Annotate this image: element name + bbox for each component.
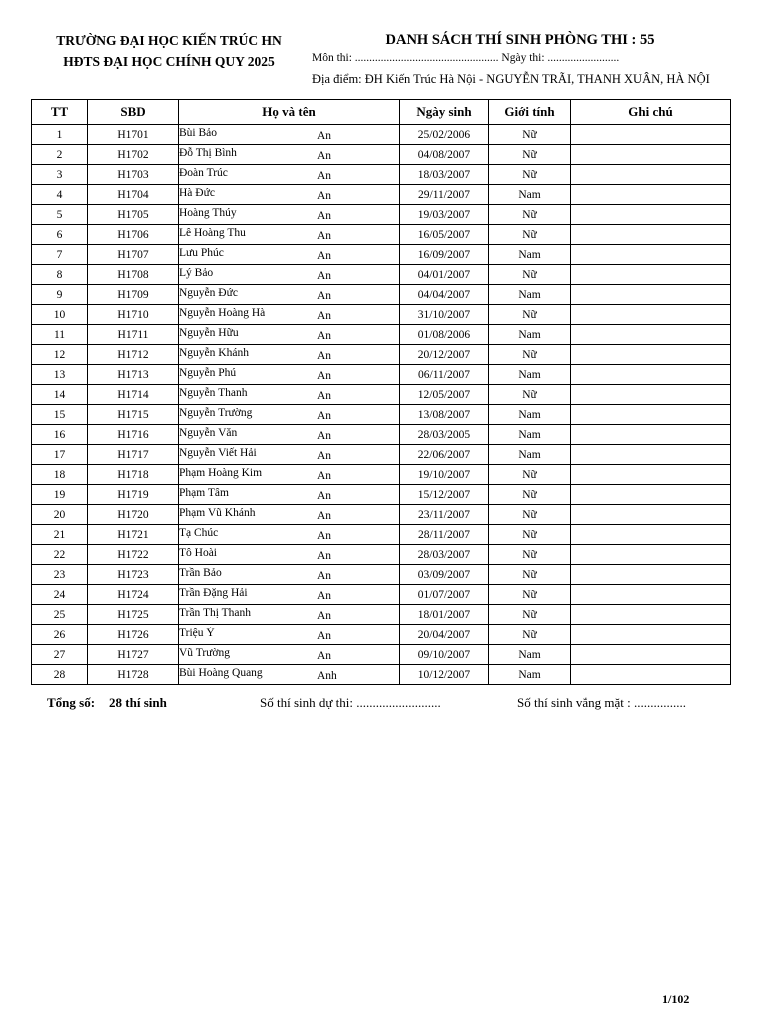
cell-note [571, 245, 731, 265]
table-row [32, 225, 731, 245]
cell-name [179, 365, 400, 385]
cell-tt: 6 [32, 225, 88, 245]
cell-name [179, 645, 400, 665]
cell-name [179, 485, 400, 505]
cell-tt: 22 [32, 545, 88, 565]
cell-gender: Nam [489, 325, 571, 345]
admissions-board: HĐTS ĐẠI HỌC CHÍNH QUY 2025 [63, 54, 275, 69]
table-row [32, 405, 731, 425]
table-row [32, 285, 731, 305]
cell-sbd: H1719 [88, 485, 179, 505]
cell-given-name: An [317, 250, 332, 262]
cell-given-name: An [317, 450, 332, 462]
cell-gender: Nam [489, 665, 571, 685]
cell-note [571, 285, 731, 305]
cell-note [571, 405, 731, 425]
cell-sbd: H1723 [88, 565, 179, 585]
cell-tt: 17 [32, 445, 88, 465]
col-header-gender: Giới tính [489, 100, 571, 125]
total-value: 28 thí sinh [109, 695, 167, 710]
total-label: Tổng số: [47, 695, 96, 710]
cell-tt: 13 [32, 365, 88, 385]
table-row [32, 305, 731, 325]
cell-tt: 18 [32, 465, 88, 485]
cell-dob: 13/08/2007 [400, 405, 489, 425]
cell-given-name: An [317, 310, 332, 322]
cell-dob: 20/04/2007 [400, 625, 489, 645]
cell-surname: Bùi Bảo [179, 127, 218, 139]
cell-dob: 04/08/2007 [400, 145, 489, 165]
table-row [32, 665, 731, 685]
cell-gender: Nam [489, 645, 571, 665]
table-row [32, 165, 731, 185]
cell-gender: Nữ [489, 305, 571, 325]
cell-dob: 18/03/2007 [400, 165, 489, 185]
table-row [32, 485, 731, 505]
cell-given-name: An [317, 190, 332, 202]
cell-dob: 16/05/2007 [400, 225, 489, 245]
cell-name [179, 445, 400, 465]
cell-surname: Vũ Trường [179, 647, 230, 659]
cell-dob: 22/06/2007 [400, 445, 489, 465]
location-line: Địa điểm: ĐH Kiến Trúc Hà Nội - NGUYỄN TRÃI, THANH XUÂN, HÀ NỘI [312, 72, 710, 86]
cell-tt: 14 [32, 385, 88, 405]
cell-name [179, 425, 400, 445]
cell-tt: 4 [32, 185, 88, 205]
cell-name [179, 625, 400, 645]
cell-name [179, 545, 400, 565]
cell-note [571, 665, 731, 685]
cell-note [571, 365, 731, 385]
cell-gender: Nam [489, 425, 571, 445]
cell-dob: 19/10/2007 [400, 465, 489, 485]
cell-dob: 25/02/2006 [400, 125, 489, 145]
school-name: TRƯỜNG ĐẠI HỌC KIẾN TRÚC HN [56, 33, 282, 48]
cell-given-name: An [317, 410, 332, 422]
cell-note [571, 385, 731, 405]
cell-gender: Nữ [489, 465, 571, 485]
cell-note [571, 525, 731, 545]
cell-tt: 25 [32, 605, 88, 625]
cell-sbd: H1701 [88, 125, 179, 145]
cell-tt: 5 [32, 205, 88, 225]
cell-gender: Nữ [489, 165, 571, 185]
cell-surname: Phạm Tâm [179, 487, 229, 499]
cell-tt: 1 [32, 125, 88, 145]
cell-given-name: An [317, 370, 332, 382]
cell-tt: 21 [32, 525, 88, 545]
cell-note [571, 265, 731, 285]
cell-note [571, 205, 731, 225]
table-row [32, 625, 731, 645]
table-header-row [32, 100, 731, 125]
table-row [32, 565, 731, 585]
cell-name [179, 465, 400, 485]
cell-sbd: H1726 [88, 625, 179, 645]
col-header-dob: Ngày sinh [400, 100, 489, 125]
cell-given-name: An [317, 590, 332, 602]
cell-dob: 10/12/2007 [400, 665, 489, 685]
cell-dob: 20/12/2007 [400, 345, 489, 365]
cell-given-name: An [317, 570, 332, 582]
cell-dob: 31/10/2007 [400, 305, 489, 325]
cell-name [179, 525, 400, 545]
cell-surname: Nguyễn Đức [179, 287, 238, 299]
cell-given-name: An [317, 650, 332, 662]
cell-name [179, 225, 400, 245]
table-row [32, 425, 731, 445]
cell-name [179, 165, 400, 185]
cell-given-name: An [317, 210, 332, 222]
cell-gender: Nữ [489, 145, 571, 165]
cell-sbd: H1712 [88, 345, 179, 365]
cell-dob: 01/08/2006 [400, 325, 489, 345]
cell-dob: 15/12/2007 [400, 485, 489, 505]
cell-surname: Lý Bảo [179, 267, 214, 279]
candidate-table [31, 99, 731, 685]
cell-note [571, 345, 731, 365]
cell-note [571, 185, 731, 205]
cell-sbd: H1721 [88, 525, 179, 545]
cell-dob: 23/11/2007 [400, 505, 489, 525]
cell-dob: 12/05/2007 [400, 385, 489, 405]
cell-given-name: An [317, 470, 332, 482]
cell-name [179, 265, 400, 285]
cell-given-name: An [317, 150, 332, 162]
cell-given-name: An [317, 230, 332, 242]
cell-note [571, 445, 731, 465]
table-row [32, 345, 731, 365]
cell-gender: Nam [489, 445, 571, 465]
cell-surname: Trần Đặng Hải [179, 587, 248, 599]
cell-gender: Nữ [489, 505, 571, 525]
cell-note [571, 645, 731, 665]
cell-tt: 7 [32, 245, 88, 265]
cell-dob: 28/03/2005 [400, 425, 489, 445]
cell-gender: Nữ [489, 585, 571, 605]
cell-given-name: An [317, 530, 332, 542]
cell-given-name: An [317, 490, 332, 502]
cell-gender: Nữ [489, 125, 571, 145]
cell-name [179, 205, 400, 225]
cell-name [179, 585, 400, 605]
cell-name [179, 345, 400, 365]
cell-given-name: An [317, 550, 332, 562]
cell-dob: 03/09/2007 [400, 565, 489, 585]
cell-dob: 04/04/2007 [400, 285, 489, 305]
cell-tt: 15 [32, 405, 88, 425]
cell-surname: Nguyễn Khánh [179, 347, 249, 359]
cell-tt: 10 [32, 305, 88, 325]
cell-gender: Nam [489, 285, 571, 305]
cell-sbd: H1716 [88, 425, 179, 445]
cell-sbd: H1713 [88, 365, 179, 385]
cell-gender: Nữ [489, 625, 571, 645]
attended-count-line: Số thí sinh dự thi: .......................... [260, 695, 441, 710]
table-row [32, 445, 731, 465]
cell-dob: 28/11/2007 [400, 525, 489, 545]
cell-given-name: An [317, 630, 332, 642]
cell-surname: Nguyễn Văn [179, 427, 238, 439]
col-header-tt: TT [32, 100, 88, 125]
cell-gender: Nam [489, 365, 571, 385]
cell-tt: 8 [32, 265, 88, 285]
subject-date-line: Môn thi: .................................................. Ngày thi: ......................... [312, 52, 620, 64]
cell-tt: 16 [32, 425, 88, 445]
table-row [32, 325, 731, 345]
cell-tt: 2 [32, 145, 88, 165]
cell-sbd: H1722 [88, 545, 179, 565]
cell-surname: Nguyễn Thanh [179, 387, 248, 399]
table-row [32, 265, 731, 285]
cell-sbd: H1718 [88, 465, 179, 485]
cell-note [571, 305, 731, 325]
cell-name [179, 385, 400, 405]
cell-gender: Nam [489, 405, 571, 425]
page-number: 1/102 [662, 992, 690, 1006]
cell-given-name: An [317, 290, 332, 302]
cell-surname: Nguyễn Trường [179, 407, 253, 419]
total-count [47, 695, 167, 711]
cell-note [571, 545, 731, 565]
cell-sbd: H1725 [88, 605, 179, 625]
col-header-name: Họ và tên [179, 100, 400, 125]
cell-sbd: H1703 [88, 165, 179, 185]
cell-name [179, 505, 400, 525]
cell-note [571, 565, 731, 585]
cell-dob: 06/11/2007 [400, 365, 489, 385]
cell-surname: Nguyễn Viết Hải [179, 447, 257, 459]
cell-dob: 16/09/2007 [400, 245, 489, 265]
cell-sbd: H1709 [88, 285, 179, 305]
cell-tt: 24 [32, 585, 88, 605]
cell-sbd: H1704 [88, 185, 179, 205]
cell-name [179, 125, 400, 145]
cell-dob: 19/03/2007 [400, 205, 489, 225]
cell-note [571, 505, 731, 525]
cell-surname: Phạm Hoàng Kim [179, 467, 263, 479]
cell-note [571, 465, 731, 485]
cell-sbd: H1710 [88, 305, 179, 325]
table-row [32, 645, 731, 665]
cell-surname: Trần Thị Thanh [179, 607, 251, 619]
cell-gender: Nữ [489, 525, 571, 545]
cell-dob: 29/11/2007 [400, 185, 489, 205]
table-row [32, 505, 731, 525]
cell-sbd: H1711 [88, 325, 179, 345]
cell-sbd: H1708 [88, 265, 179, 285]
cell-gender: Nữ [489, 485, 571, 505]
cell-note [571, 625, 731, 645]
cell-surname: Tô Hoài [179, 547, 218, 559]
cell-sbd: H1705 [88, 205, 179, 225]
cell-tt: 20 [32, 505, 88, 525]
cell-surname: Tạ Chúc [179, 527, 219, 539]
cell-tt: 3 [32, 165, 88, 185]
cell-note [571, 325, 731, 345]
cell-given-name: Anh [317, 670, 337, 682]
cell-surname: Đoàn Trúc [179, 167, 228, 179]
cell-given-name: An [317, 510, 332, 522]
cell-surname: Nguyễn Hoàng Hà [179, 307, 266, 319]
cell-note [571, 165, 731, 185]
cell-tt: 12 [32, 345, 88, 365]
cell-surname: Triệu Ý [179, 627, 215, 639]
cell-note [571, 145, 731, 165]
cell-tt: 23 [32, 565, 88, 585]
cell-surname: Bùi Hoàng Quang [179, 667, 263, 679]
table-row [32, 125, 731, 145]
table-row [32, 465, 731, 485]
cell-note [571, 485, 731, 505]
cell-sbd: H1706 [88, 225, 179, 245]
cell-surname: Phạm Vũ Khánh [179, 507, 256, 519]
cell-surname: Lê Hoàng Thu [179, 227, 246, 239]
cell-gender: Nữ [489, 385, 571, 405]
cell-sbd: H1727 [88, 645, 179, 665]
cell-gender: Nữ [489, 345, 571, 365]
cell-note [571, 225, 731, 245]
table-row [32, 605, 731, 625]
cell-gender: Nam [489, 185, 571, 205]
cell-name [179, 285, 400, 305]
cell-gender: Nữ [489, 205, 571, 225]
cell-tt: 19 [32, 485, 88, 505]
cell-name [179, 325, 400, 345]
cell-given-name: An [317, 130, 332, 142]
cell-sbd: H1728 [88, 665, 179, 685]
cell-dob: 18/01/2007 [400, 605, 489, 625]
cell-dob: 01/07/2007 [400, 585, 489, 605]
cell-given-name: An [317, 270, 332, 282]
cell-given-name: An [317, 350, 332, 362]
cell-gender: Nữ [489, 225, 571, 245]
cell-sbd: H1702 [88, 145, 179, 165]
cell-name [179, 605, 400, 625]
cell-name [179, 305, 400, 325]
cell-dob: 04/01/2007 [400, 265, 489, 285]
cell-surname: Nguyễn Phú [179, 367, 237, 379]
cell-sbd: H1720 [88, 505, 179, 525]
cell-surname: Nguyễn Hữu [179, 327, 239, 339]
cell-name [179, 565, 400, 585]
cell-note [571, 125, 731, 145]
cell-sbd: H1724 [88, 585, 179, 605]
cell-name [179, 185, 400, 205]
cell-name [179, 665, 400, 685]
cell-tt: 26 [32, 625, 88, 645]
cell-surname: Lưu Phúc [179, 247, 224, 259]
cell-tt: 11 [32, 325, 88, 345]
cell-sbd: H1707 [88, 245, 179, 265]
table-row [32, 525, 731, 545]
table-row [32, 365, 731, 385]
cell-given-name: An [317, 330, 332, 342]
table-row [32, 385, 731, 405]
table-row [32, 145, 731, 165]
table-row [32, 185, 731, 205]
table-row [32, 205, 731, 225]
cell-given-name: An [317, 390, 332, 402]
cell-tt: 28 [32, 665, 88, 685]
cell-gender: Nữ [489, 545, 571, 565]
cell-dob: 28/03/2007 [400, 545, 489, 565]
document-title: DANH SÁCH THÍ SINH PHÒNG THI : 55 [385, 32, 655, 48]
table-row [32, 585, 731, 605]
cell-name [179, 405, 400, 425]
cell-gender: Nữ [489, 605, 571, 625]
table-row [32, 545, 731, 565]
cell-name [179, 245, 400, 265]
cell-sbd: H1715 [88, 405, 179, 425]
absent-count-line: Số thí sinh vắng mặt : ................ [517, 695, 686, 710]
table-row [32, 245, 731, 265]
cell-tt: 9 [32, 285, 88, 305]
cell-gender: Nam [489, 245, 571, 265]
cell-surname: Hoàng Thúy [179, 207, 237, 219]
cell-sbd: H1717 [88, 445, 179, 465]
cell-given-name: An [317, 170, 332, 182]
cell-surname: Hà Đức [179, 187, 215, 199]
cell-gender: Nữ [489, 565, 571, 585]
cell-tt: 27 [32, 645, 88, 665]
cell-note [571, 425, 731, 445]
cell-gender: Nữ [489, 265, 571, 285]
cell-note [571, 605, 731, 625]
cell-dob: 09/10/2007 [400, 645, 489, 665]
cell-surname: Đỗ Thị Bình [179, 147, 237, 159]
cell-given-name: An [317, 430, 332, 442]
cell-given-name: An [317, 610, 332, 622]
col-header-sbd: SBD [88, 100, 179, 125]
cell-sbd: H1714 [88, 385, 179, 405]
cell-note [571, 585, 731, 605]
col-header-note: Ghi chú [571, 100, 731, 125]
cell-name [179, 145, 400, 165]
cell-surname: Trần Bảo [179, 567, 222, 579]
